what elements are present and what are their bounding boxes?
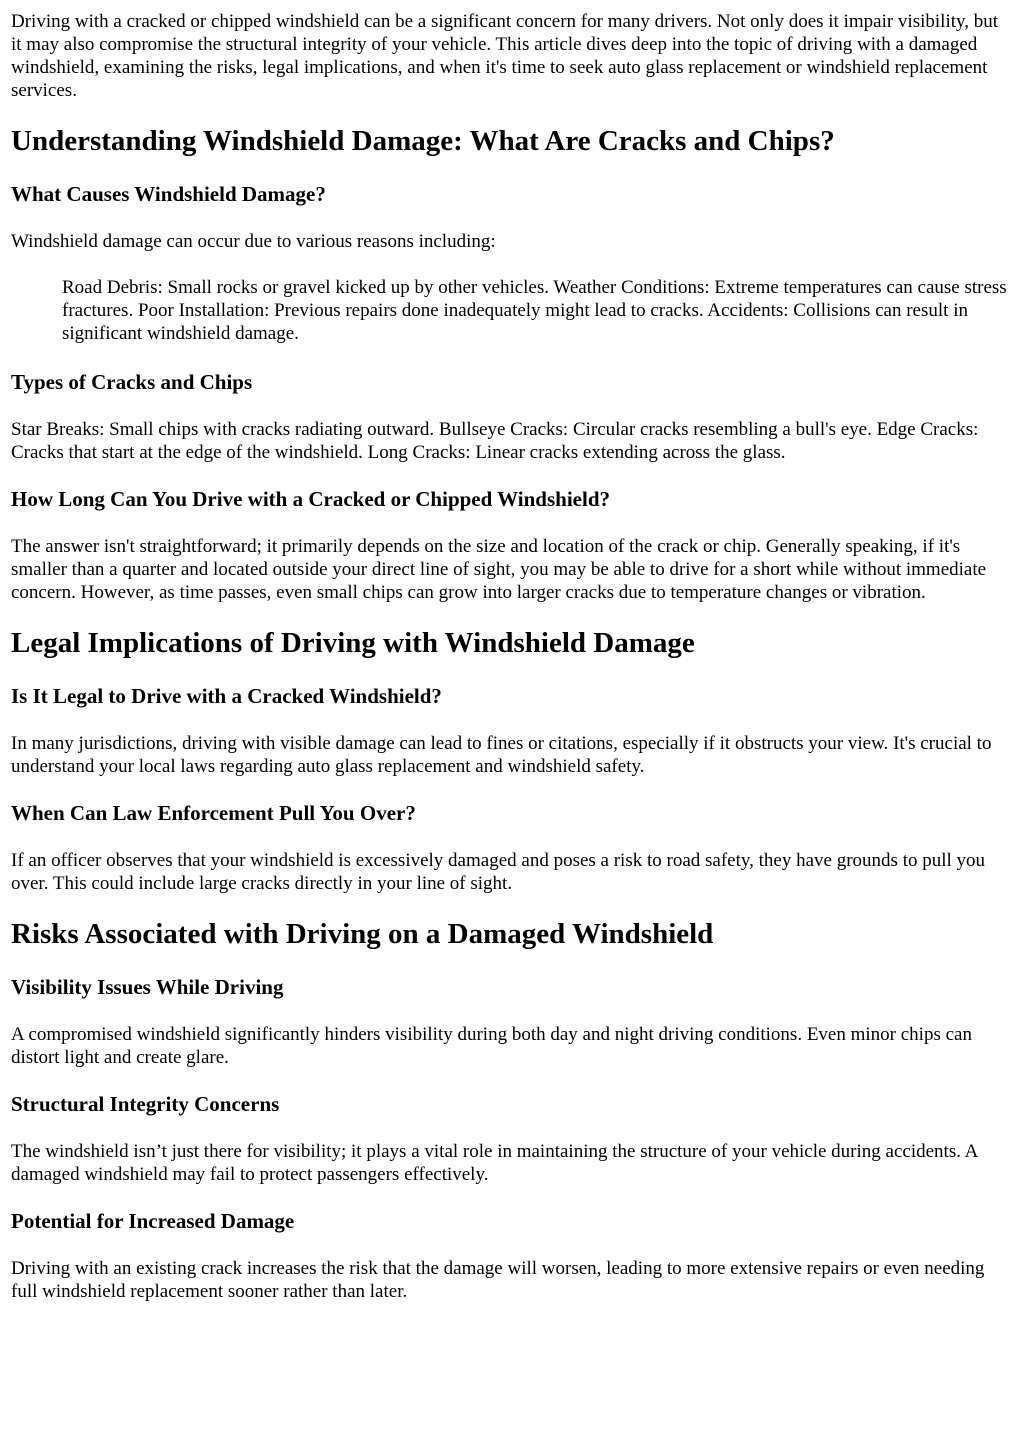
pull-over-paragraph: If an officer observes that your windshield is excessively damaged and poses a risk to road safety, they have grounds to pull you over. This could include large cracks directly in your line of sight. xyxy=(11,850,986,894)
visibility-paragraph: A compromised windshield significantly hinders visibility during both day and night driving conditions. Even minor chips can distort light and create glare. xyxy=(11,1024,972,1068)
subheading-increased-damage: Potential for Increased Damage xyxy=(11,1209,295,1233)
section-heading-legal: Legal Implications of Driving with Windshield Damage xyxy=(11,627,695,659)
subheading-structural: Structural Integrity Concerns xyxy=(11,1092,280,1116)
how-long-paragraph: The answer isn't straightforward; it primarily depends on the size and location of the crack or chip. Generally speaking, if it's smaller than a quarter and located outside your direct line of sight, you may be able to drive for a short while without immediate concern. However, as time passes, even small chips can grow into larger cracks due to temperature changes or vibration. xyxy=(11,536,987,603)
section-heading-risks: Risks Associated with Driving on a Damaged Windshield xyxy=(11,918,714,950)
subheading-visibility: Visibility Issues While Driving xyxy=(11,975,284,999)
increased-damage-paragraph: Driving with an existing crack increases the risk that the damage will worsen, leading to more extensive repairs or even needing full windshield replacement sooner rather than later. xyxy=(11,1258,985,1302)
types-paragraph: Star Breaks: Small chips with cracks radiating outward. Bullseye Cracks: Circular cracks resembling a bull's eye. Edge Cracks: Cracks that start at the edge of the windshield. Long Cracks: Linear cracks extending across the glass. xyxy=(11,419,979,463)
subheading-how-long: How Long Can You Drive with a Cracked or Chipped Windshield? xyxy=(11,487,611,511)
subheading-types: Types of Cracks and Chips xyxy=(11,370,253,394)
section-heading-understanding-damage: Understanding Windshield Damage: What Are Cracks and Chips? xyxy=(11,125,835,157)
subheading-pull-over: When Can Law Enforcement Pull You Over? xyxy=(11,801,416,825)
causes-blockquote: Road Debris: Small rocks or gravel kicked up by other vehicles. Weather Conditions: Extreme temperatures can cause stress fractures. Poor Installation: Previous repairs done inadequately might lead to cracks. Accidents: Collisions can result in significant windshield damage. xyxy=(62,277,1007,344)
is-it-legal-paragraph: In many jurisdictions, driving with visible damage can lead to fines or citations, especially if it obstructs your view. It's crucial to understand your local laws regarding auto glass replacement and windshield safety. xyxy=(11,733,992,777)
structural-paragraph: The windshield isn’t just there for visibility; it plays a vital role in maintaining the structure of your vehicle during accidents. A damaged windshield may fail to protect passengers effectively. xyxy=(11,1141,978,1185)
subheading-is-it-legal: Is It Legal to Drive with a Cracked Windshield? xyxy=(11,684,442,708)
causes-lead-paragraph: Windshield damage can occur due to various reasons including: xyxy=(11,231,496,252)
subheading-causes: What Causes Windshield Damage? xyxy=(11,182,326,206)
intro-paragraph: Driving with a cracked or chipped windshield can be a significant concern for many drivers. Not only does it impair visibility, but it may also compromise the structural integrity of your vehicle. This article dives deep into the topic of driving with a damaged windshield, examining the risks, legal implications, and when it's time to seek auto glass replacement or windshield replacement services. xyxy=(11,11,999,101)
